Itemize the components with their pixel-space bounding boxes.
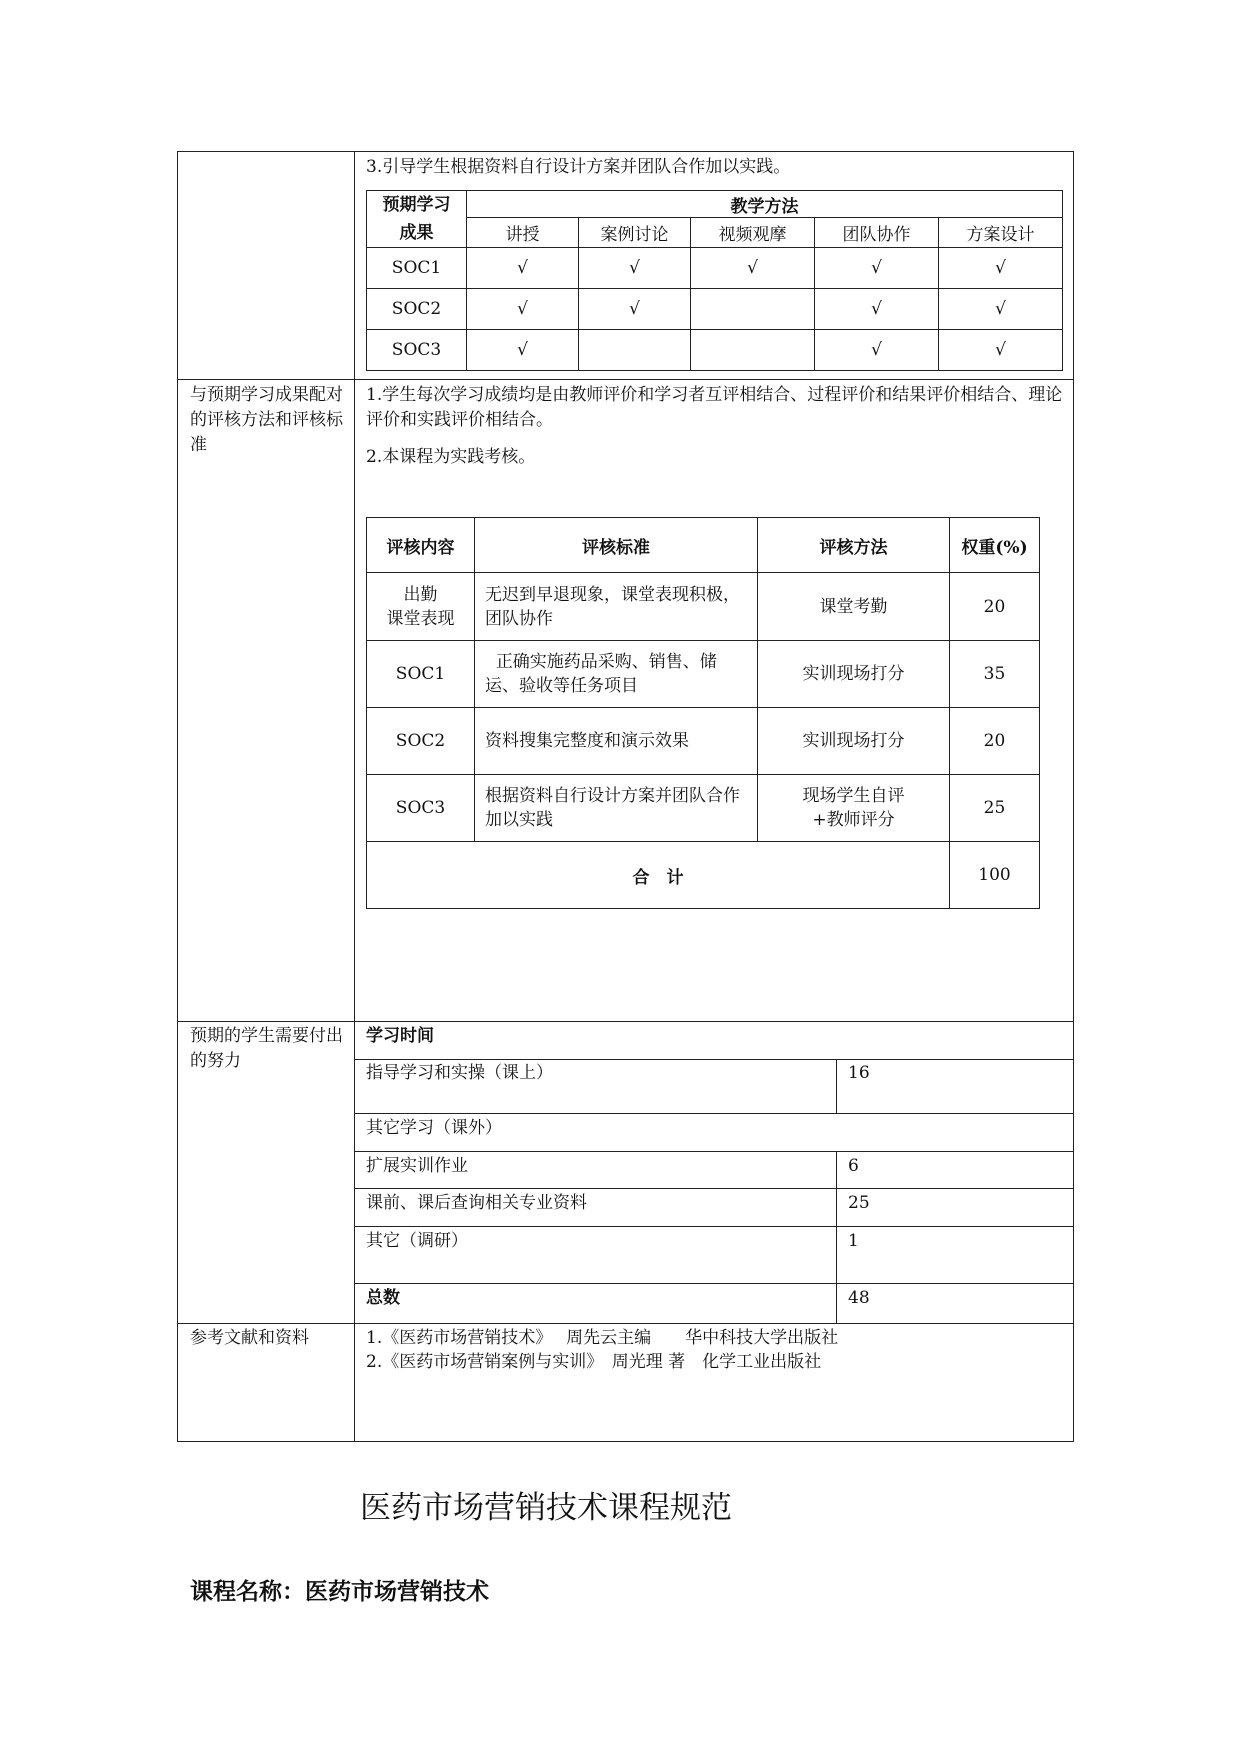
table-row (367, 573, 1040, 641)
assess-method: 实训现场打分 (758, 641, 950, 708)
outcome-label: SOC3 (367, 330, 467, 371)
outer-top-border (177, 151, 1074, 152)
assess-standard: 正确实施药品采购、销售、储运、验收等任务项目 (475, 641, 758, 708)
effort-value-divider (836, 1059, 837, 1114)
assessment-table (366, 517, 1040, 909)
assessment-label: 与预期学习成果配对的评核方法和评核标准 (190, 385, 343, 455)
effort-total-label: 总数 (366, 1288, 400, 1308)
check-mark: √ (815, 248, 939, 289)
check-mark: √ (691, 248, 815, 289)
check-mark (691, 289, 815, 330)
outer-left-border (177, 151, 178, 1441)
header-method: 评核方法 (758, 518, 950, 573)
assess-method: 课堂考勤 (758, 573, 950, 641)
outer-bottom-border (177, 1441, 1074, 1442)
outcome-header (367, 191, 467, 248)
check-mark: √ (467, 289, 579, 330)
effort-item: 扩展实训作业 (366, 1156, 468, 1176)
method-teamwork: 团队协作 (815, 218, 939, 248)
check-mark: √ (939, 330, 1063, 371)
assess-standard: 资料搜集完整度和演示效果 (475, 708, 758, 775)
method-header: 教学方法 (467, 191, 1063, 218)
effort-item: 其它学习（课外） (366, 1118, 502, 1138)
assess-weight: 20 (950, 573, 1040, 641)
assess-weight: 25 (950, 775, 1040, 842)
table-row (367, 641, 1040, 708)
check-mark: √ (815, 289, 939, 330)
effort-item: 课前、课后查询相关专业资料 (366, 1193, 587, 1213)
method-case-discussion: 案例讨论 (579, 218, 691, 248)
effort-value: 16 (848, 1063, 870, 1083)
header-content: 评核内容 (367, 518, 475, 573)
effort-item: 指导学习和实操（课上） (366, 1063, 553, 1083)
assess-weight: 35 (950, 641, 1040, 708)
effort-value: 6 (848, 1156, 859, 1176)
table-row (367, 289, 1063, 330)
effort-value: 25 (848, 1193, 870, 1213)
check-mark: √ (939, 289, 1063, 330)
total-label: 合 计 (367, 842, 950, 909)
table-row (367, 330, 1063, 371)
total-value: 100 (950, 842, 1040, 909)
assess-standard: 无迟到早退现象，课堂表现积极，团队协作 (475, 573, 758, 641)
check-mark: √ (579, 289, 691, 330)
table-row (367, 775, 1040, 842)
method-plan-design: 方案设计 (939, 218, 1063, 248)
references-label: 参考文献和资料 (190, 1328, 309, 1348)
effort-line (354, 1226, 1074, 1227)
table-row (367, 248, 1063, 289)
reference-item: 1.《医药市场营销技术》 周先云主编 华中科技大学出版社 (366, 1328, 839, 1348)
reference-item: 2.《医药市场营销案例与实训》 周光理 著 化学工业出版社 (366, 1352, 822, 1372)
check-mark: √ (467, 248, 579, 289)
check-mark (579, 330, 691, 371)
table-row (367, 842, 1040, 909)
effort-line (354, 1283, 1074, 1284)
assessment-paragraph-2: 2.本课程为实践考核。 (366, 447, 536, 467)
assess-content: SOC2 (367, 708, 475, 775)
effort-total-value: 48 (848, 1288, 870, 1308)
method-video: 视频观摩 (691, 218, 815, 248)
assess-content: SOC3 (367, 775, 475, 842)
table-row (367, 708, 1040, 775)
row-divider-references (177, 1323, 1074, 1324)
header-weight: 权重(%) (950, 518, 1040, 573)
assess-method: 实训现场打分 (758, 708, 950, 775)
effort-line (354, 1151, 1074, 1152)
assessment-paragraph-1: 1.学生每次学习成绩均是由教师评价和学习者互评相结合、过程评价和结果评价相结合、理论评价和实践评价相结合。 (366, 385, 1063, 430)
effort-item: 其它（调研） (366, 1231, 468, 1251)
method-lecture: 讲授 (467, 218, 579, 248)
outer-right-border (1073, 151, 1074, 1441)
header-standard: 评核标准 (475, 518, 758, 573)
check-mark: √ (939, 248, 1063, 289)
course-name: 课程名称：医药市场营销技术 (190, 1579, 489, 1605)
outcome-header-text: 预期学习成果 (382, 195, 451, 243)
outcome-label: SOC2 (367, 289, 467, 330)
effort-label: 预期的学生需要付出的努力 (190, 1026, 343, 1071)
teaching-item-3: 3.引导学生根据资料自行设计方案并团队合作加以实践。 (366, 157, 791, 177)
assess-weight: 20 (950, 708, 1040, 775)
effort-header: 学习时间 (366, 1026, 434, 1046)
row-divider-effort (177, 1021, 1074, 1022)
check-mark: √ (815, 330, 939, 371)
effort-value: 1 (848, 1231, 859, 1251)
effort-line (354, 1188, 1074, 1189)
effort-line (354, 1113, 1074, 1114)
check-mark: √ (467, 330, 579, 371)
outcome-label: SOC1 (367, 248, 467, 289)
check-mark (691, 330, 815, 371)
effort-value-divider (836, 1151, 837, 1323)
teaching-method-table (366, 190, 1063, 371)
outer-divider (354, 151, 355, 1441)
check-mark: √ (579, 248, 691, 289)
assess-content: 出勤 课堂表现 (367, 573, 475, 641)
effort-line (354, 1059, 1074, 1060)
assess-content: SOC1 (367, 641, 475, 708)
assess-method: 现场学生自评 +教师评分 (758, 775, 950, 842)
course-title: 医药市场营销技术课程规范 (360, 1490, 732, 1526)
assess-standard: 根据资料自行设计方案并团队合作加以实践 (475, 775, 758, 842)
row-divider-assessment (177, 379, 1074, 380)
